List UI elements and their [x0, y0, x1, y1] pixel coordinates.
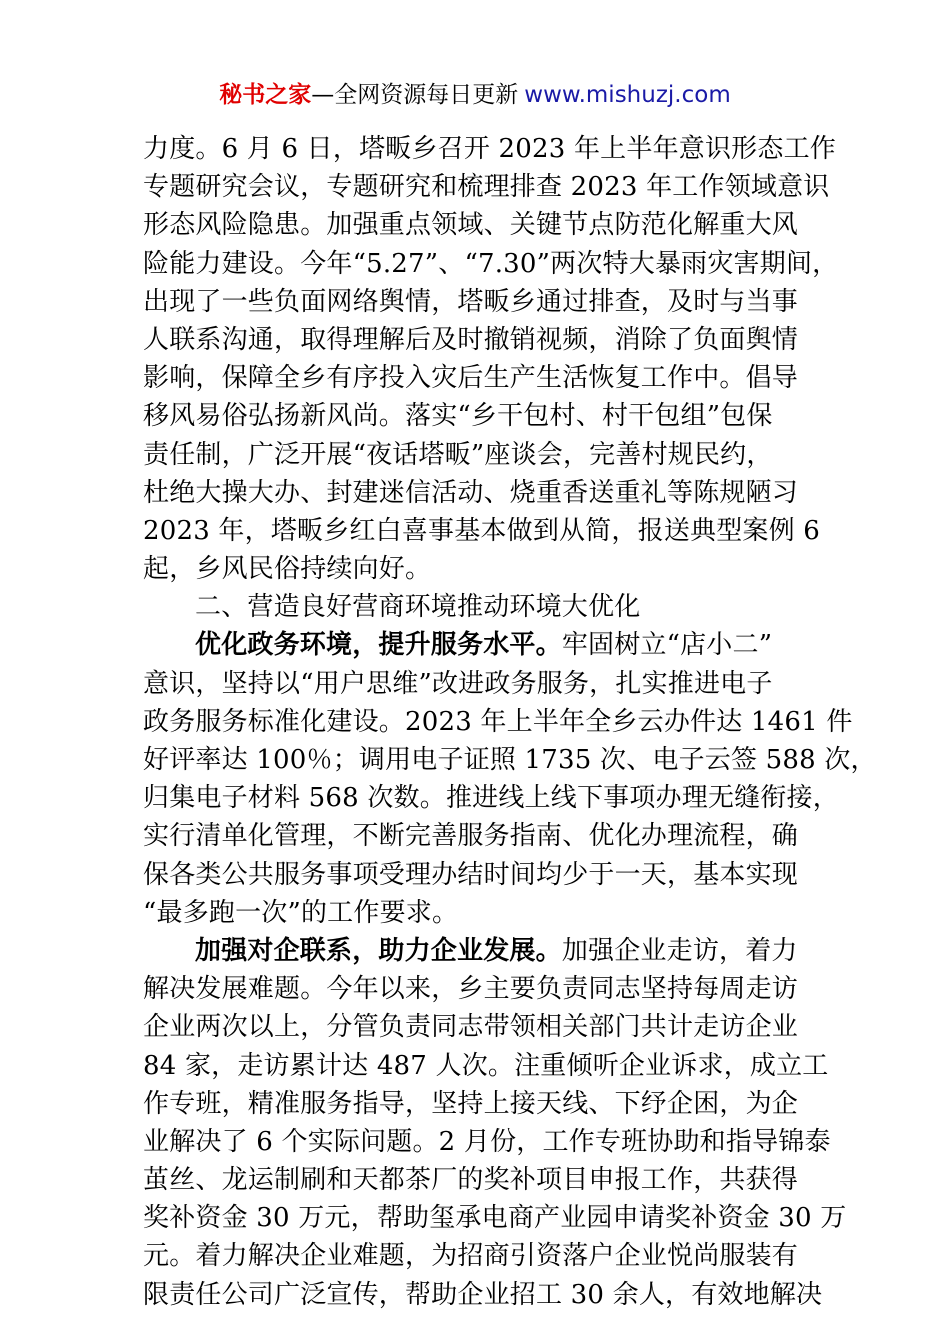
text-line	[143, 1199, 847, 1237]
text-line	[143, 1237, 843, 1275]
text-line	[143, 817, 843, 855]
line-text: 出现了一些负面网络舆情，塔畈乡通过排查，及时与当事	[143, 286, 799, 317]
bold-lead-phrase: 加强对企联系，助力企业发展。	[195, 935, 562, 966]
site-header	[0, 78, 950, 112]
line-text: 意识，坚持以“用户思维”改进政务服务，扎实推进电子	[143, 668, 773, 699]
text-line	[143, 856, 843, 894]
text-line	[143, 168, 843, 206]
line-text: 2023 年，塔畈乡红白喜事基本做到从简，报送典型案例 6	[143, 515, 821, 546]
line-text: 政务服务标准化建设。2023 年上半年全乡云办件达 1461 件	[143, 706, 853, 737]
text-line	[143, 665, 843, 703]
text-line	[143, 283, 843, 321]
line-text: 杜绝大操大办、封建迷信活动、烧重香送重礼等陈规陋习	[143, 477, 799, 508]
text-line	[143, 741, 877, 779]
line-text: 专题研究会议，专题研究和梳理排查 2023 年工作领域意识	[143, 172, 830, 203]
site-brand: 秘书之家	[219, 82, 312, 108]
text-line	[143, 1161, 843, 1199]
text-line	[143, 1085, 843, 1123]
line-text: 人联系沟通，取得理解后及时撤销视频，消除了负面舆情	[143, 324, 799, 355]
text-line	[143, 779, 843, 817]
text-line	[143, 1047, 843, 1085]
text-line	[143, 932, 843, 970]
line-text: 二、营造良好营商环境推动环境大优化	[195, 592, 641, 623]
line-text: 解决发展难题。今年以来，乡主要负责同志坚持每周走访	[143, 974, 799, 1005]
line-text: 责任制，广泛开展“夜话塔畈”座谈会，完善村规民约，	[143, 439, 773, 470]
text-line	[143, 626, 843, 664]
text-line	[143, 321, 843, 359]
line-text: 奖补资金 30 万元，帮助玺承电商产业园申请奖补资金 30 万	[143, 1203, 847, 1234]
line-text: 业解决了 6 个实际问题。2 月份，工作专班协助和指导锦泰	[143, 1126, 831, 1157]
line-text: 影响，保障全乡有序投入灾后生产生活恢复工作中。倡导	[143, 363, 799, 394]
text-line	[143, 245, 843, 283]
line-text: “最多跑一次”的工作要求。	[143, 897, 459, 928]
site-tagline: —全网资源每日更新	[311, 82, 519, 108]
text-line	[143, 130, 843, 168]
line-text: 加强企业走访，着力	[561, 935, 798, 966]
text-line	[143, 436, 843, 474]
text-line	[143, 894, 843, 932]
line-text: 保各类公共服务事项受理办结时间均少于一天，基本实现	[143, 859, 799, 890]
line-text: 好评率达 100％；调用电子证照 1735 次、电子云签 588 次，	[143, 745, 877, 775]
line-text: 限责任公司广泛宣传，帮助企业招工 30 余人，有效地解决	[143, 1279, 823, 1310]
line-text: 起，乡风民俗持续向好。	[143, 554, 432, 585]
line-text: 险能力建设。今年“5.27”、“7.30”两次特大暴雨灾害期间，	[143, 248, 839, 279]
line-text: 元。着力解决企业难题，为招商引资落户企业悦尚服装有	[143, 1241, 799, 1272]
text-line	[143, 512, 843, 550]
text-line	[143, 1008, 843, 1046]
text-line	[143, 397, 843, 435]
line-text: 84 家，走访累计达 487 人次。注重倾听企业诉求，成立工	[143, 1050, 829, 1081]
line-text: 企业两次以上，分管负责同志带领相关部门共计走访企业	[143, 1012, 799, 1043]
line-text: 移风易俗弘扬新风尚。落实“乡干包村、村干包组”包保	[143, 401, 773, 432]
text-line	[143, 703, 853, 741]
line-text: 归集电子材料 568 次数。推进线上线下事项办理无缝衔接，	[143, 783, 839, 814]
text-line	[143, 206, 843, 244]
bold-lead-phrase: 优化政务环境，提升服务水平。	[195, 630, 562, 661]
line-text: 力度。6 月 6 日，塔畈乡召开 2023 年上半年意识形态工作	[143, 134, 836, 164]
text-line	[143, 588, 843, 626]
line-text: 茧丝、龙运制刷和天都茶厂的奖补项目申报工作，共获得	[143, 1165, 799, 1196]
text-line	[143, 1276, 843, 1314]
line-text: 牢固树立“店小二”	[561, 630, 773, 661]
line-text: 形态风险隐患。加强重点领域、关键节点防范化解重大风	[143, 210, 799, 241]
text-line	[143, 550, 843, 588]
text-line	[143, 359, 843, 397]
site-url-link[interactable]: www.mishuzj.com	[524, 82, 731, 108]
text-line	[143, 1123, 843, 1161]
text-line	[143, 474, 843, 512]
line-text: 作专班，精准服务指导，坚持上接天线、下纾企困，为企	[143, 1088, 799, 1119]
document-body	[143, 130, 877, 1314]
line-text: 实行清单化管理，不断完善服务指南、优化办理流程，确	[143, 821, 799, 852]
text-line	[143, 970, 843, 1008]
